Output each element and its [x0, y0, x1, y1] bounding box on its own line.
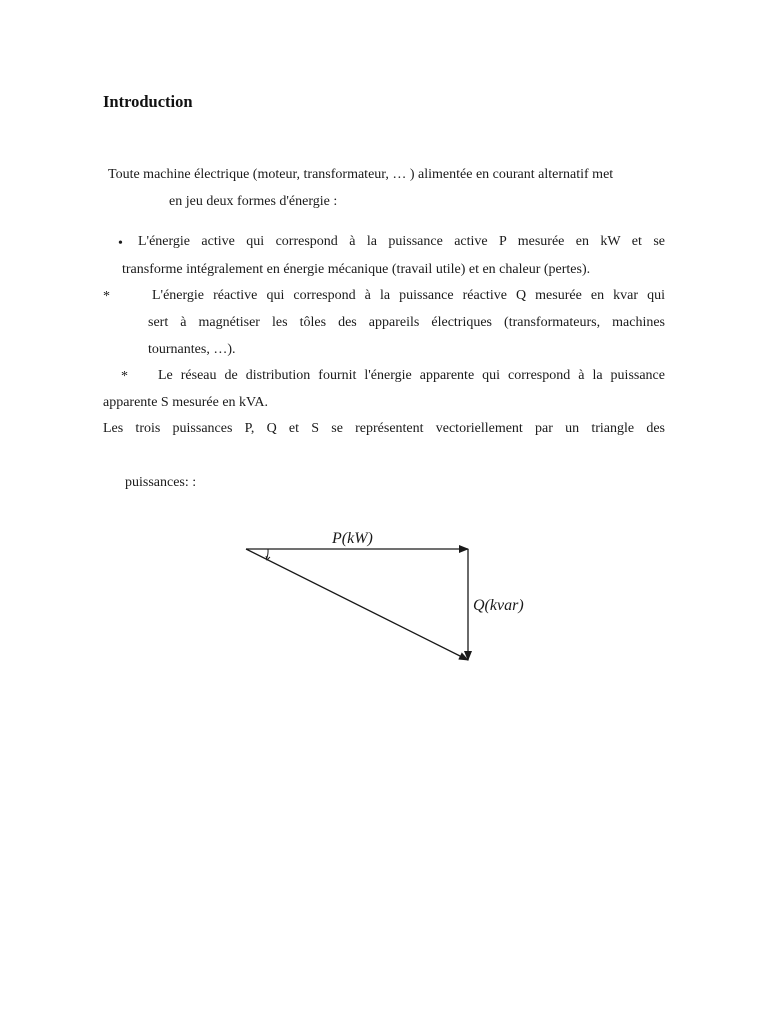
item-2-line-3: tournantes, …).: [148, 342, 236, 357]
intro-line-1: Toute machine électrique (moteur, transformateur, … ) alimentée en courant alternatif met: [108, 167, 614, 182]
item-2-line-2: sert à magnétiser les tôles des appareils électriques (transformateurs, machines: [148, 315, 665, 330]
item-3-line-2: apparente S mesurée en kVA.: [103, 395, 268, 410]
phi-angle-tick: [266, 556, 270, 560]
item-2-line-1: L'énergie réactive qui correspond à la puissance réactive Q mesurée en kvar qui: [152, 288, 665, 303]
triangle-text-line-2: puissances: :: [125, 475, 197, 490]
item-3-line-1: Le réseau de distribution fournit l'énergie apparente qui correspond à la puissance: [158, 368, 665, 383]
bullet-marker-2: *: [103, 289, 110, 304]
s-vector-arrow: [246, 549, 468, 660]
p-label: P(kW): [332, 530, 373, 547]
triangle-text-line-1: Les trois puissances P, Q et S se représentent vectoriellement par un triangle des: [103, 421, 665, 436]
item-1-line-1: L'énergie active qui correspond à la puissance active P mesurée en kW et se: [138, 234, 665, 249]
bullet-marker-3: *: [121, 369, 128, 384]
page-title: Introduction: [103, 92, 193, 111]
item-1-line-2: transforme intégralement en énergie mécanique (travail utile) et en chaleur (pertes).: [122, 262, 591, 277]
intro-line-2: en jeu deux formes d'énergie :: [169, 194, 338, 209]
bullet-marker-1: •: [118, 236, 123, 251]
power-triangle-diagram: [230, 520, 550, 680]
q-label: Q(kvar): [473, 597, 524, 614]
